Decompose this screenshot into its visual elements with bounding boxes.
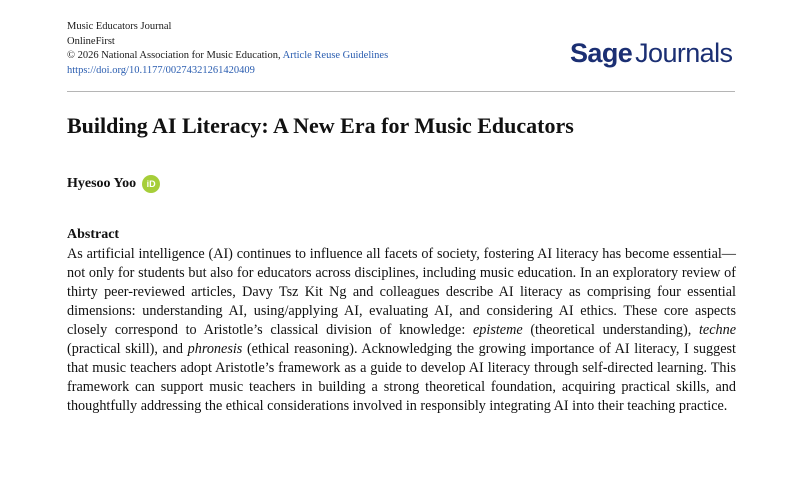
- article-reuse-guidelines-link[interactable]: Article Reuse Guidelines: [282, 50, 389, 61]
- author-name[interactable]: Hyesoo Yoo: [67, 176, 137, 191]
- article-title: Building AI Literacy: A New Era for Music Educators: [67, 113, 574, 138]
- header-divider: [67, 91, 735, 92]
- article-metadata: [67, 20, 388, 78]
- author-line: [67, 175, 160, 193]
- abstract-heading: Abstract: [67, 227, 120, 242]
- term-phronesis: phronesis: [187, 341, 243, 357]
- abstract-segment: (ethical reasoning). Acknowledging the growing importance of AI literacy, I suggest that music teachers adopt Aristotle’s framework as a guide to develop AI literacy through self-directed learning. This framework can support music teachers in building a strong theoretical foundation, acquiring practical skills, and thoughtfully addressing the ethical considerations involved in responsibly integrating AI into their teaching practice.: [67, 341, 736, 414]
- edition-label: OnlineFirst: [67, 35, 115, 47]
- term-techne: techne: [698, 322, 737, 338]
- abstract-segment: (practical skill), and: [67, 341, 188, 357]
- abstract-segment: As artificial intelligence (AI) continues to influence all facets of society, fostering AI literacy has become essential—not only for students but also for educators across disciplines, including music education. In an exploratory review of thirty peer-reviewed articles, Davy Tsz Kit Ng and colleagues describe AI literacy as comprising four essential dimensions: understanding AI, using/applying AI, evaluating AI, and considering AI ethics. These core aspects closely correspond to Aristotle’s classical division of knowledge:: [67, 246, 736, 338]
- logo-word-sage: Sage: [570, 38, 633, 68]
- abstract-text: [67, 245, 736, 416]
- orcid-icon[interactable]: iD: [142, 175, 160, 193]
- copyright-line: [67, 49, 388, 64]
- abstract-segment: (theoretical understanding),: [522, 322, 699, 338]
- term-episteme: episteme: [472, 322, 523, 338]
- journal-name: Music Educators Journal: [67, 21, 172, 32]
- doi-link[interactable]: https://doi.org/10.1177/00274321261420409: [67, 64, 255, 76]
- sage-journals-logo: [570, 38, 732, 69]
- logo-word-journals: Journals: [635, 38, 733, 68]
- copyright-text: © 2026 National Association for Music Education,: [67, 50, 283, 61]
